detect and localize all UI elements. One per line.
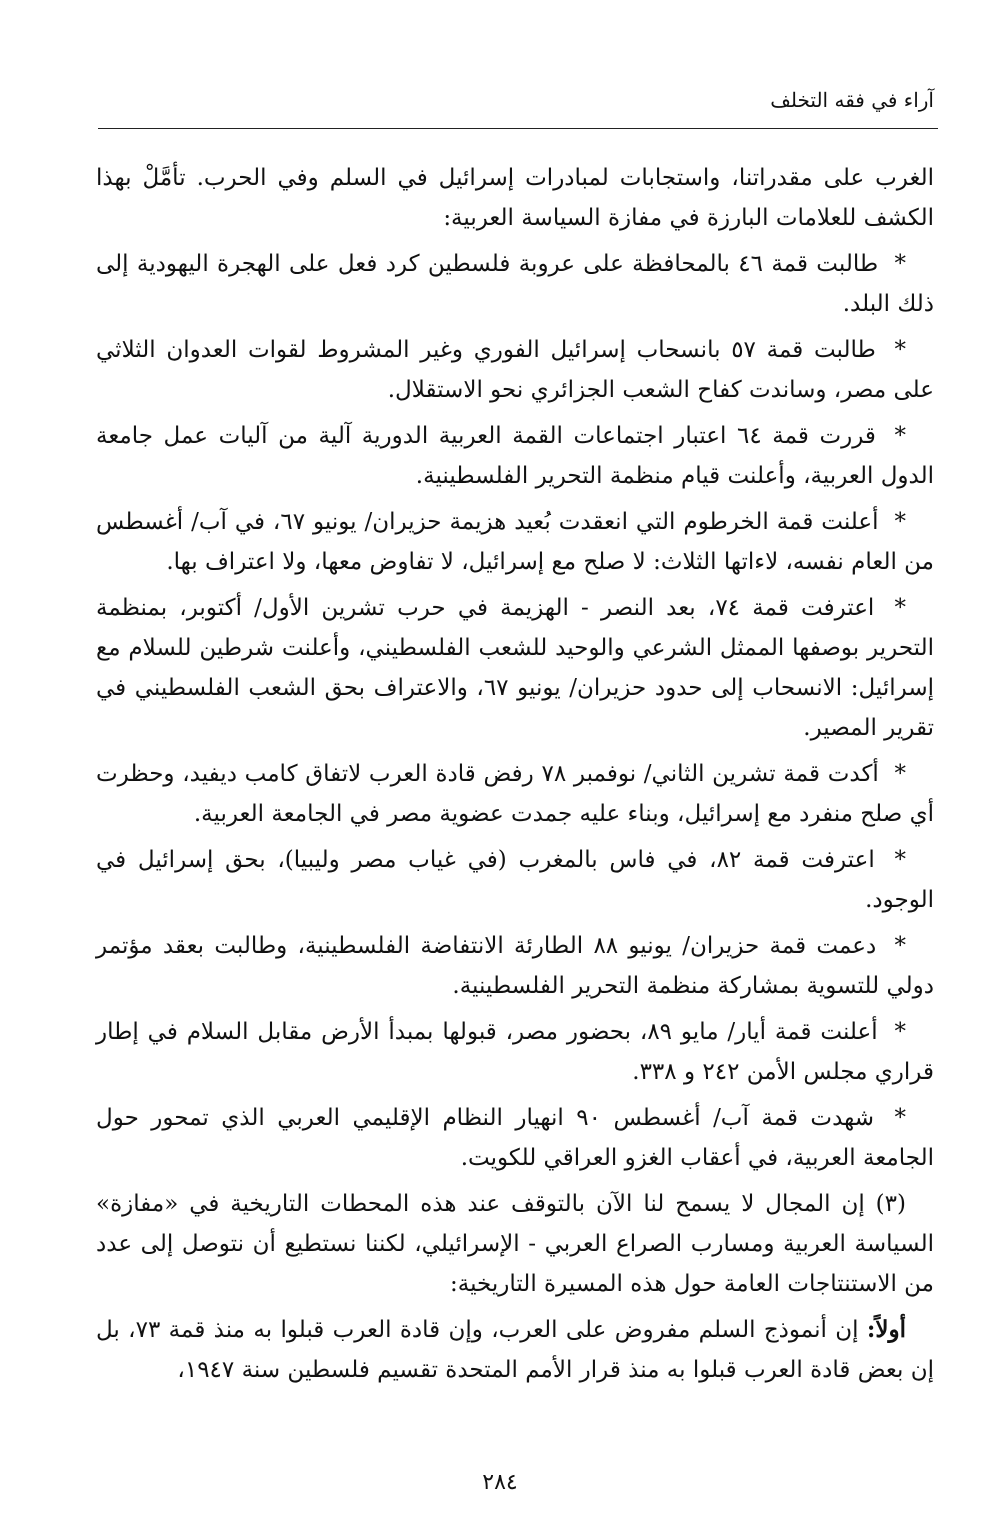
paragraph-continuation — [96, 158, 934, 238]
bullet-item — [96, 244, 934, 324]
page-number: ٢٨٤ — [482, 1470, 518, 1495]
asterisk-icon: * — [894, 761, 907, 787]
bullet-text: أعلنت قمة الخرطوم التي انعقدت بُعيد هزيمة حزيران/ يونيو ٦٧، في آب/ أغسطس من العام نفسه، لاءاتها الثلاث: لا صلح مع إسرائيل، لا تفاوض معها، ولا اعتراف بها. — [96, 509, 934, 575]
bullet-text: قررت قمة ٦٤ اعتبار اجتماعات القمة العربية الدورية آلية من آليات عمل جامعة الدول العربية، وأعلنت قيام منظمة التحرير الفلسطينية. — [96, 423, 934, 489]
paragraph-text: الغرب على مقدراتنا، واستجابات لمبادرات إسرائيل في السلم وفي الحرب. تأمَّلْ بهذا الكشف للعلامات البارزة في مفازة السياسة العربية: — [96, 165, 934, 231]
bullet-item — [96, 1012, 934, 1092]
running-header: آراء في فقه التخلف — [770, 88, 934, 112]
bullet-text: شهدت قمة آب/ أغسطس ٩٠ انهيار النظام الإقليمي العربي الذي تمحور حول الجامعة العربية، في أعقاب الغزو العراقي للكويت. — [96, 1105, 934, 1171]
bullet-item — [96, 330, 934, 410]
bullet-text: اعترفت قمة ٧٤، بعد النصر - الهزيمة في حرب تشرين الأول/ أكتوبر، بمنظمة التحرير بوصفها الممثل الشرعي والوحيد للشعب الفلسطيني، وأعلنت شرطين للسلام مع إسرائيل: الانسحاب إلى حدود حزيران/ يونيو ٦٧، والاعتراف بحق الشعب الفلسطيني في تقرير المصير. — [96, 595, 934, 741]
bullet-text: طالبت قمة ٤٦ بالمحافظة على عروبة فلسطين كرد فعل على الهجرة اليهودية إلى ذلك البلد. — [96, 251, 934, 317]
bullet-item — [96, 1098, 934, 1178]
paragraph-text: إن أنموذج السلم مفروض على العرب، وإن قادة العرب قبلوا به منذ قمة ٧٣، بل إن بعض قادة العرب قبلوا به منذ قرار الأمم المتحدة تقسيم فلسطين سنة ١٩٤٧، — [96, 1317, 934, 1383]
bullet-item — [96, 502, 934, 582]
asterisk-icon: * — [894, 509, 906, 535]
asterisk-icon: * — [894, 251, 907, 277]
asterisk-icon: * — [894, 1019, 907, 1045]
header-rule — [98, 128, 938, 129]
numbered-paragraph — [96, 1184, 934, 1304]
bullet-item — [96, 926, 934, 1006]
bullet-text: دعمت قمة حزيران/ يونيو ٨٨ الطارئة الانتفاضة الفلسطينية، وطالبت بعقد مؤتمر دولي للتسوية بمشاركة منظمة التحرير الفلسطينية. — [96, 933, 934, 999]
paragraph-text: (٣) إن المجال لا يسمح لنا الآن بالتوقف عند هذه المحطات التاريخية في «مفازة» السياسة العربية ومسارب الصراع العربي - الإسرائيلي، لكننا نستطيع أن نتوصل إلى عدد من الاستنتاجات العامة حول هذه المسيرة التاريخية: — [96, 1191, 934, 1297]
asterisk-icon: * — [894, 423, 906, 449]
paragraph-lead: أولاً: — [866, 1316, 906, 1343]
bullet-text: أعلنت قمة أيار/ مايو ٨٩، بحضور مصر، قبولها بمبدأ الأرض مقابل السلام في إطار قراري مجلس الأمن ٢٤٢ و ٣٣٨. — [96, 1019, 934, 1085]
bullet-text: اعترفت قمة ٨٢، في فاس بالمغرب (في غياب مصر وليبيا)، بحق إسرائيل في الوجود. — [96, 847, 934, 913]
body-text — [96, 158, 934, 1396]
asterisk-icon: * — [894, 595, 906, 621]
bullet-item — [96, 416, 934, 496]
asterisk-icon: * — [894, 847, 907, 873]
bullet-text: أكدت قمة تشرين الثاني/ نوفمبر ٧٨ رفض قادة العرب لاتفاق كامب ديفيد، وحظرت أي صلح منفرد مع إسرائيل، وبناء عليه جمدت عضوية مصر في الجامعة العربية. — [96, 761, 934, 827]
asterisk-icon: * — [894, 1105, 906, 1131]
bullet-text: طالبت قمة ٥٧ بانسحاب إسرائيل الفوري وغير المشروط لقوات العدوان الثلاثي على مصر، وساندت كفاح الشعب الجزائري نحو الاستقلال. — [96, 337, 934, 403]
bullet-item — [96, 840, 934, 920]
asterisk-icon: * — [894, 933, 907, 959]
asterisk-icon: * — [894, 337, 906, 363]
bullet-item — [96, 588, 934, 748]
bullet-item — [96, 754, 934, 834]
conclusion-paragraph — [96, 1310, 934, 1390]
